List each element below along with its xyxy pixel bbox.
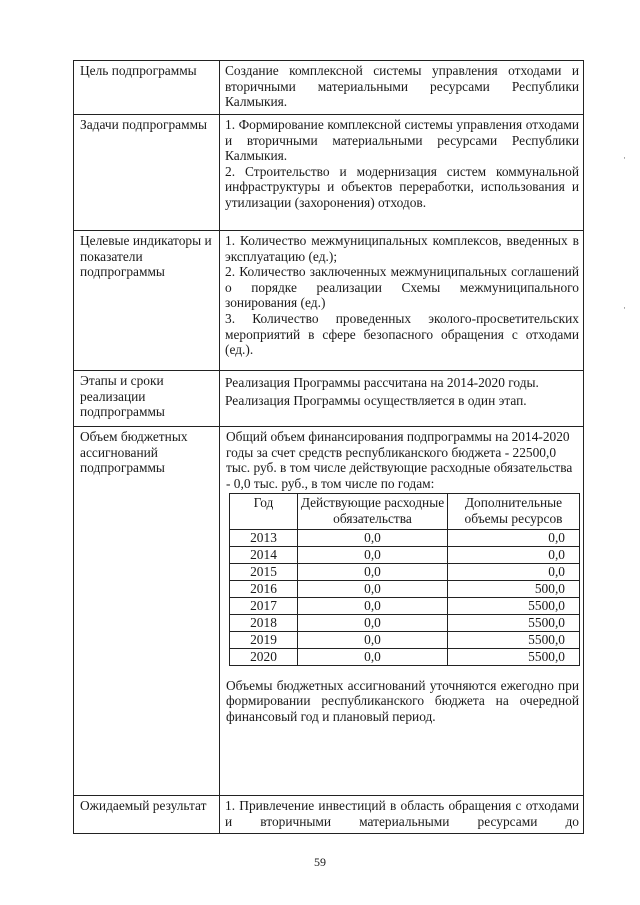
value-indicators [220,231,584,371]
stages-p1: Реализация Программы рассчитана на 2014-2020 годы. [225,375,539,390]
tasks-p1: 1. Формирование комплексной системы управления отходами и вторичными материальными ресурсами Республики Калмыкия. [225,117,579,164]
existing-cell: 0,0 [298,614,448,631]
year-cell: 2016 [230,580,298,597]
existing-cell: 0,0 [298,631,448,648]
label-result: Ожидаемый результат [74,796,220,834]
header-existing: Действующие расходные обязательства [298,494,448,529]
label-indicators: Целевые индикаторы и показатели подпрограммы [74,231,220,371]
header-additional: Дополнительные объемы ресурсов [448,494,580,529]
budget-table-header [230,494,580,529]
indicators-p1: 1. Количество межмуниципальных комплексов, введенных в эксплуатацию (ед.); [225,233,579,264]
additional-cell: 0,0 [448,563,580,580]
table-row [230,631,580,648]
stages-p2: Реализация Программы осуществляется в один этап. [225,392,527,408]
table-row [230,597,580,614]
label-budget: Объем бюджетных ассигнований подпрограммы [74,427,220,796]
value-result [220,796,584,834]
existing-cell: 0,0 [298,563,448,580]
additional-cell: 0,0 [448,529,580,546]
existing-cell: 0,0 [298,648,448,665]
additional-cell: 500,0 [448,580,580,597]
table-row [230,546,580,563]
table-row [230,529,580,546]
existing-cell: 0,0 [298,597,448,614]
year-cell: 2014 [230,546,298,563]
tasks-p2: 2. Строительство и модернизация систем коммунальной инфраструктуры и объектов переработки, использования и утилизации (захоронения) отходов. [225,163,579,210]
table-row [230,580,580,597]
goal-text: Создание комплексной системы управления отходами и вторичными материальными ресурсами Республики Калмыкия. [225,63,579,110]
existing-cell: 0,0 [298,546,448,563]
budget-note: Объемы бюджетных ассигнований уточняются ежегодно при формировании республиканского бюджета на очередной финансовый год и плановый период. [226,677,579,724]
value-tasks [220,115,584,231]
label-goal: Цель подпрограммы [74,61,220,115]
additional-cell: 5500,0 [448,631,580,648]
passport-table [73,60,584,834]
table-row [230,648,580,665]
additional-cell: 5500,0 [448,597,580,614]
row-tasks [74,115,584,231]
result-text: 1. Привлечение инвестиций в область обращения с отходами и вторичными материальными ресурсами до [225,798,579,829]
table-row [230,563,580,580]
label-tasks: Задачи подпрограммы [74,115,220,231]
indicators-p3: 3. Количество проведенных эколого-просветительских мероприятий в сфере безопасного обращения с отходами (ед.). [225,310,579,358]
year-cell: 2015 [230,563,298,580]
additional-cell: 5500,0 [448,648,580,665]
row-result [74,796,584,834]
scan-mark: · [623,303,626,313]
year-cell: 2013 [230,529,298,546]
existing-cell: 0,0 [298,529,448,546]
additional-cell: 0,0 [448,546,580,563]
header-year: Год [230,494,298,529]
row-budget [74,427,584,796]
additional-cell: 5500,0 [448,614,580,631]
indicators-p2: 2. Количество заключенных межмуниципальных соглашений о порядке реализации Схемы межмуниципального зонирования (ед.) [225,264,579,311]
year-cell: 2019 [230,631,298,648]
row-goal [74,61,584,115]
row-indicators [74,231,584,371]
row-stages [74,371,584,427]
table-row [230,614,580,631]
year-cell: 2020 [230,648,298,665]
value-budget [220,427,584,796]
budget-by-year-table [229,493,580,665]
value-stages [220,371,584,427]
budget-intro: Общий объем финансирования подпрограммы на 2014-2020 годы за счет средств республиканского бюджета - 22500,0 тыс. руб. в том числе действующие расходные обязательства - 0,0 тыс. руб., в том числе по годам: [226,429,573,491]
value-goal [220,61,584,115]
year-cell: 2017 [230,597,298,614]
page-number: 59 [314,855,326,869]
label-stages: Этапы и сроки реализации подпрограммы [74,371,220,427]
scan-mark: · [623,153,626,163]
year-cell: 2018 [230,614,298,631]
existing-cell: 0,0 [298,580,448,597]
